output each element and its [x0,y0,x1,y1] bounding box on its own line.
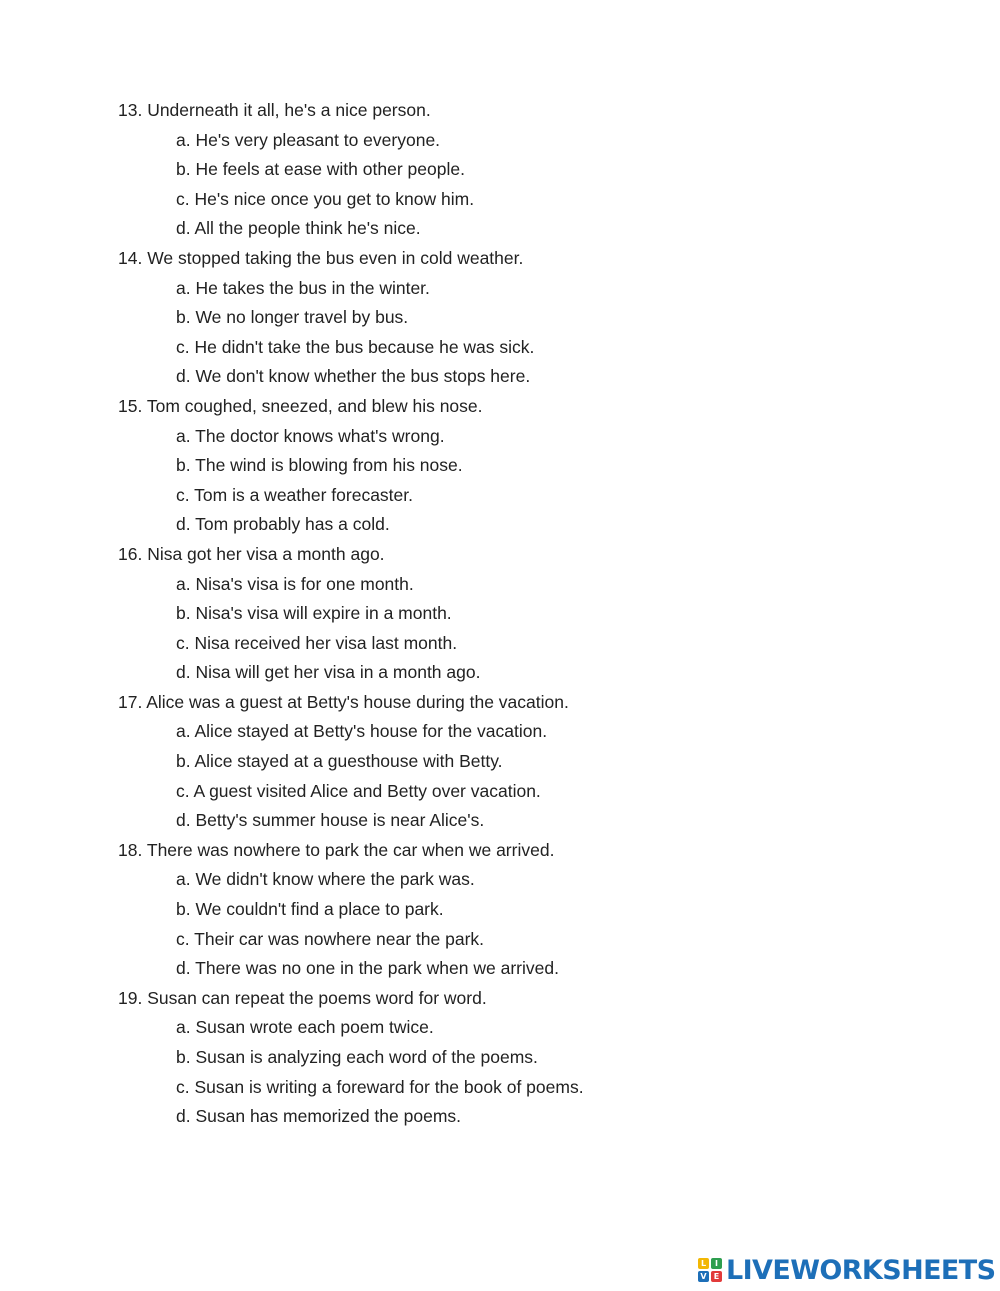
answer-option-c: c. He didn't take the bus because he was sick. [176,336,535,357]
logo-blocks-icon [698,1258,722,1282]
answer-option-d: d. We don't know whether the bus stops here. [176,366,531,387]
question-19 [118,984,938,1132]
question-14 [118,244,938,392]
answer-option-a: a. Nisa's visa is for one month. [176,573,414,594]
question-prompt: 16. Nisa got her visa a month ago. [118,543,385,564]
answer-option-d: d. Susan has memorized the poems. [176,1106,462,1127]
logo-block-e: E [711,1271,722,1282]
answer-option-c: c. Tom is a weather forecaster. [176,484,414,505]
answer-option-b: b. He feels at ease with other people. [176,159,465,180]
answer-option-d: d. Tom probably has a cold. [176,514,390,535]
answer-option-b: b. Susan is analyzing each word of the poems. [176,1047,538,1067]
answer-option-c: c. A guest visited Alice and Betty over vacation. [176,780,541,801]
question-18 [118,836,938,984]
worksheet [118,96,938,1132]
answer-option-d: d. There was no one in the park when we arrived. [176,958,559,979]
answer-option-a: a. The doctor knows what's wrong. [176,425,445,446]
answer-option-a: a. He's very pleasant to everyone. [176,129,441,150]
answer-option-b: b. We no longer travel by bus. [176,307,409,328]
question-16 [118,540,938,688]
answer-option-b: b. The wind is blowing from his nose. [176,455,463,476]
question-prompt: 13. Underneath it all, he's a nice person. [118,100,431,120]
answer-option-b: b. We couldn't find a place to park. [176,899,444,920]
logo-text: LIVEWORKSHEETS [726,1254,996,1286]
logo-block-i: I [711,1258,722,1269]
answer-option-c: c. He's nice once you get to know him. [176,188,475,209]
question-17 [118,688,938,836]
question-13 [118,96,938,244]
answer-option-d: d. All the people think he's nice. [176,218,421,239]
answer-option-d: d. Betty's summer house is near Alice's. [176,810,485,831]
question-prompt: 19. Susan can repeat the poems word for word. [118,987,487,1008]
answer-option-d: d. Nisa will get her visa in a month ago. [176,662,481,683]
answer-option-a: a. Susan wrote each poem twice. [176,1017,434,1038]
question-prompt: 18. There was nowhere to park the car when we arrived. [118,839,555,860]
answer-option-c: c. Nisa received her visa last month. [176,632,458,653]
question-prompt: 17. Alice was a guest at Betty's house during the vacation. [118,691,569,712]
answer-option-a: a. We didn't know where the park was. [176,869,475,890]
answer-option-b: b. Alice stayed at a guesthouse with Betty. [176,751,503,772]
answer-option-c: c. Susan is writing a foreward for the book of poems. [176,1076,584,1097]
logo-block-v: V [698,1271,709,1282]
liveworksheets-logo [698,1252,995,1288]
question-prompt: 15. Tom coughed, sneezed, and blew his nose. [118,395,483,416]
logo-block-l: L [698,1258,709,1269]
question-prompt: 14. We stopped taking the bus even in cold weather. [118,247,524,268]
answer-option-a: a. Alice stayed at Betty's house for the vacation. [176,721,548,742]
answer-option-c: c. Their car was nowhere near the park. [176,928,485,949]
answer-option-b: b. Nisa's visa will expire in a month. [176,603,452,624]
question-15 [118,392,938,540]
answer-option-a: a. He takes the bus in the winter. [176,277,430,298]
